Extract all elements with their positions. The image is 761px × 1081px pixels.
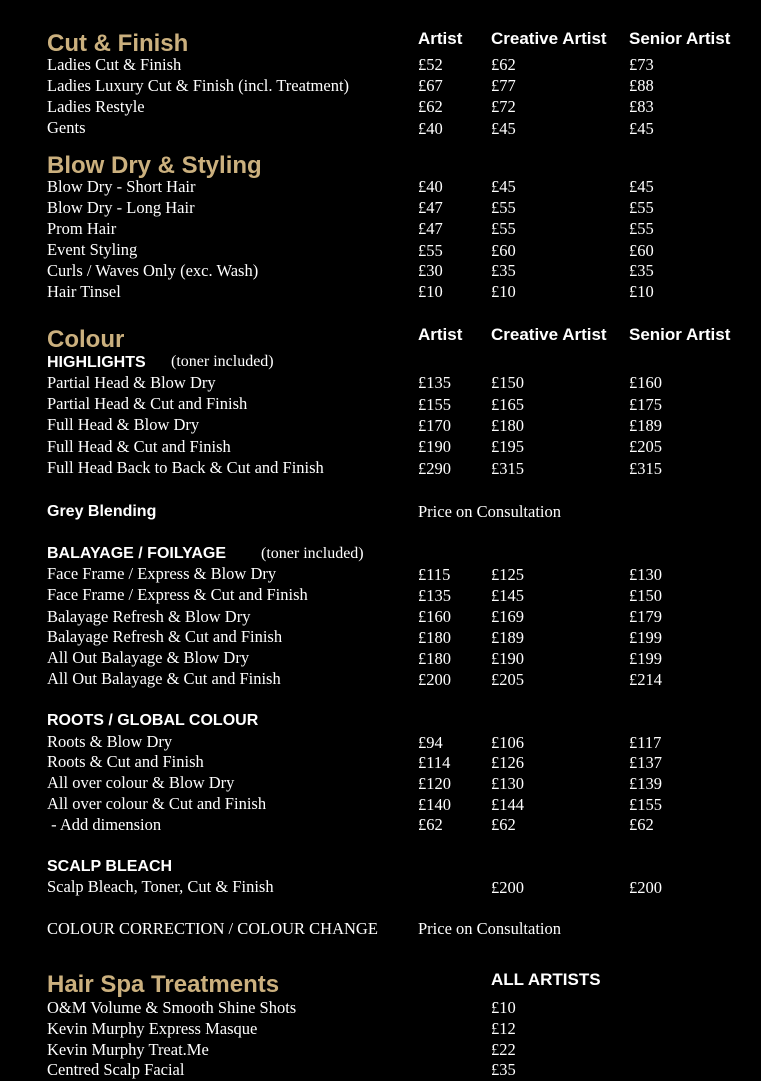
service-name: Prom Hair bbox=[47, 219, 117, 238]
column-header-creative-artist: Creative Artist bbox=[491, 29, 607, 48]
price-on-consultation: Price on Consultation bbox=[418, 919, 561, 938]
price-artist: £135 bbox=[418, 586, 451, 605]
price-senior-artist: £214 bbox=[629, 670, 662, 689]
service-name: Balayage Refresh & Cut and Finish bbox=[47, 627, 283, 646]
subheading-scalp-bleach: SCALP BLEACH bbox=[47, 858, 173, 875]
column-header-all-artists: ALL ARTISTS bbox=[491, 970, 601, 989]
price-senior-artist: £45 bbox=[629, 177, 654, 196]
price-artist: £55 bbox=[418, 241, 443, 260]
price-creative-artist: £130 bbox=[491, 774, 524, 793]
price-artist: £135 bbox=[418, 373, 451, 392]
service-name: Ladies Cut & Finish bbox=[47, 55, 182, 74]
service-name: All Out Balayage & Blow Dry bbox=[47, 648, 250, 667]
price-creative-artist: £189 bbox=[491, 628, 524, 647]
service-name: Kevin Murphy Treat.Me bbox=[47, 1040, 209, 1059]
price-creative-artist: £205 bbox=[491, 670, 524, 689]
service-name: All Out Balayage & Cut and Finish bbox=[47, 669, 281, 688]
column-header-senior-artist: Senior Artist bbox=[629, 29, 731, 48]
price-senior-artist: £45 bbox=[629, 119, 654, 138]
price-artist: £120 bbox=[418, 774, 451, 793]
column-header-senior-artist: Senior Artist bbox=[629, 325, 731, 344]
price-creative-artist: £62 bbox=[491, 55, 516, 74]
price-artist: £52 bbox=[418, 55, 443, 74]
price-creative-artist: £62 bbox=[491, 815, 516, 834]
price-senior-artist: £88 bbox=[629, 76, 654, 95]
service-name: All over colour & Cut and Finish bbox=[47, 794, 267, 813]
service-name: Blow Dry - Short Hair bbox=[47, 177, 196, 196]
price-creative-artist: £150 bbox=[491, 373, 524, 392]
price-artist: £115 bbox=[418, 565, 451, 584]
subheading-grey-blending: Grey Blending bbox=[47, 503, 157, 520]
price-senior-artist: £150 bbox=[629, 586, 662, 605]
service-name: Scalp Bleach, Toner, Cut & Finish bbox=[47, 877, 274, 896]
column-header-creative-artist: Creative Artist bbox=[491, 325, 607, 344]
service-name: Face Frame / Express & Blow Dry bbox=[47, 564, 277, 583]
price-artist: £40 bbox=[418, 177, 443, 196]
price-senior-artist: £73 bbox=[629, 55, 654, 74]
price-creative-artist: £165 bbox=[491, 395, 524, 414]
subheading-note: (toner included) bbox=[261, 545, 364, 562]
service-name: Gents bbox=[47, 118, 86, 137]
service-name: All over colour & Blow Dry bbox=[47, 773, 235, 792]
service-name: Event Styling bbox=[47, 240, 138, 259]
price-senior-artist: £117 bbox=[629, 733, 662, 752]
price-creative-artist: £55 bbox=[491, 219, 516, 238]
price-artist: £200 bbox=[418, 670, 451, 689]
price-artist: £67 bbox=[418, 76, 443, 95]
price-creative-artist: £195 bbox=[491, 437, 524, 456]
price-senior-artist: £60 bbox=[629, 241, 654, 260]
price-creative-artist: £45 bbox=[491, 177, 516, 196]
price-artist: £47 bbox=[418, 198, 443, 217]
price-senior-artist: £179 bbox=[629, 607, 662, 626]
price-senior-artist: £315 bbox=[629, 459, 662, 478]
price-senior-artist: £199 bbox=[629, 628, 662, 647]
price-senior-artist: £189 bbox=[629, 416, 662, 435]
price-creative-artist: £77 bbox=[491, 76, 516, 95]
service-name: Kevin Murphy Express Masque bbox=[47, 1019, 258, 1038]
subheading-roots-global-colour: ROOTS / GLOBAL COLOUR bbox=[47, 712, 259, 729]
price-all-artists: £10 bbox=[491, 998, 516, 1017]
service-name: Hair Tinsel bbox=[47, 282, 121, 301]
price-creative-artist: £315 bbox=[491, 459, 524, 478]
price-artist: £10 bbox=[418, 282, 443, 301]
column-header-artist: Artist bbox=[418, 29, 463, 48]
service-name: Full Head & Cut and Finish bbox=[47, 437, 231, 456]
price-senior-artist: £83 bbox=[629, 97, 654, 116]
price-creative-artist: £45 bbox=[491, 119, 516, 138]
column-header-artist: Artist bbox=[418, 325, 463, 344]
service-name: Centred Scalp Facial bbox=[47, 1060, 185, 1079]
price-senior-artist: £62 bbox=[629, 815, 654, 834]
price-all-artists: £12 bbox=[491, 1019, 516, 1038]
price-senior-artist: £175 bbox=[629, 395, 662, 414]
colour-correction-label: COLOUR CORRECTION / COLOUR CHANGE bbox=[47, 919, 378, 938]
price-creative-artist: £180 bbox=[491, 416, 524, 435]
service-name: Balayage Refresh & Blow Dry bbox=[47, 607, 251, 626]
price-senior-artist: £10 bbox=[629, 282, 654, 301]
price-artist: £47 bbox=[418, 219, 443, 238]
price-artist: £170 bbox=[418, 416, 451, 435]
service-name: Full Head Back to Back & Cut and Finish bbox=[47, 458, 324, 477]
price-artist: £40 bbox=[418, 119, 443, 138]
price-creative-artist: £55 bbox=[491, 198, 516, 217]
section-title-hair-spa-treatments: Hair Spa Treatments bbox=[47, 971, 280, 998]
price-senior-artist: £155 bbox=[629, 795, 662, 814]
price-artist: £155 bbox=[418, 395, 451, 414]
price-artist: £62 bbox=[418, 97, 443, 116]
price-artist: £114 bbox=[418, 753, 451, 772]
price-creative-artist: £200 bbox=[491, 878, 524, 897]
price-creative-artist: £125 bbox=[491, 565, 524, 584]
price-artist: £290 bbox=[418, 459, 451, 478]
price-creative-artist: £35 bbox=[491, 261, 516, 280]
price-artist: £160 bbox=[418, 607, 451, 626]
service-name: Roots & Cut and Finish bbox=[47, 752, 204, 771]
service-name: Partial Head & Blow Dry bbox=[47, 373, 216, 392]
price-creative-artist: £126 bbox=[491, 753, 524, 772]
subheading-highlights: HIGHLIGHTS bbox=[47, 354, 146, 371]
service-name: O&M Volume & Smooth Shine Shots bbox=[47, 998, 297, 1017]
service-name: Ladies Restyle bbox=[47, 97, 145, 116]
price-senior-artist: £205 bbox=[629, 437, 662, 456]
price-senior-artist: £130 bbox=[629, 565, 662, 584]
price-senior-artist: £139 bbox=[629, 774, 662, 793]
service-name: Face Frame / Express & Cut and Finish bbox=[47, 585, 308, 604]
price-creative-artist: £169 bbox=[491, 607, 524, 626]
price-senior-artist: £55 bbox=[629, 198, 654, 217]
service-name: Partial Head & Cut and Finish bbox=[47, 394, 248, 413]
price-senior-artist: £160 bbox=[629, 373, 662, 392]
price-senior-artist: £200 bbox=[629, 878, 662, 897]
price-artist: £180 bbox=[418, 628, 451, 647]
price-senior-artist: £55 bbox=[629, 219, 654, 238]
price-creative-artist: £190 bbox=[491, 649, 524, 668]
price-senior-artist: £199 bbox=[629, 649, 662, 668]
price-on-consultation: Price on Consultation bbox=[418, 502, 561, 521]
section-title-colour: Colour bbox=[47, 326, 125, 353]
service-name: Curls / Waves Only (exc. Wash) bbox=[47, 261, 259, 280]
price-senior-artist: £137 bbox=[629, 753, 662, 772]
price-senior-artist: £35 bbox=[629, 261, 654, 280]
price-artist: £30 bbox=[418, 261, 443, 280]
price-artist: £180 bbox=[418, 649, 451, 668]
service-name: - Add dimension bbox=[47, 815, 162, 834]
price-creative-artist: £72 bbox=[491, 97, 516, 116]
service-name: Full Head & Blow Dry bbox=[47, 415, 200, 434]
price-creative-artist: £60 bbox=[491, 241, 516, 260]
price-creative-artist: £145 bbox=[491, 586, 524, 605]
price-creative-artist: £10 bbox=[491, 282, 516, 301]
service-name: Ladies Luxury Cut & Finish (incl. Treatment) bbox=[47, 76, 350, 95]
price-artist: £94 bbox=[418, 733, 443, 752]
service-name: Roots & Blow Dry bbox=[47, 732, 173, 751]
price-creative-artist: £106 bbox=[491, 733, 524, 752]
price-artist: £140 bbox=[418, 795, 451, 814]
subheading-note: (toner included) bbox=[171, 353, 274, 370]
price-creative-artist: £144 bbox=[491, 795, 524, 814]
price-artist: £62 bbox=[418, 815, 443, 834]
price-all-artists: £35 bbox=[491, 1060, 516, 1079]
section-title-blow-dry-styling: Blow Dry & Styling bbox=[47, 152, 262, 179]
price-all-artists: £22 bbox=[491, 1040, 516, 1059]
section-title-cut-finish: Cut & Finish bbox=[47, 30, 189, 57]
service-name: Blow Dry - Long Hair bbox=[47, 198, 195, 217]
subheading-balayage-foilyage: BALAYAGE / FOILYAGE bbox=[47, 545, 227, 562]
price-artist: £190 bbox=[418, 437, 451, 456]
